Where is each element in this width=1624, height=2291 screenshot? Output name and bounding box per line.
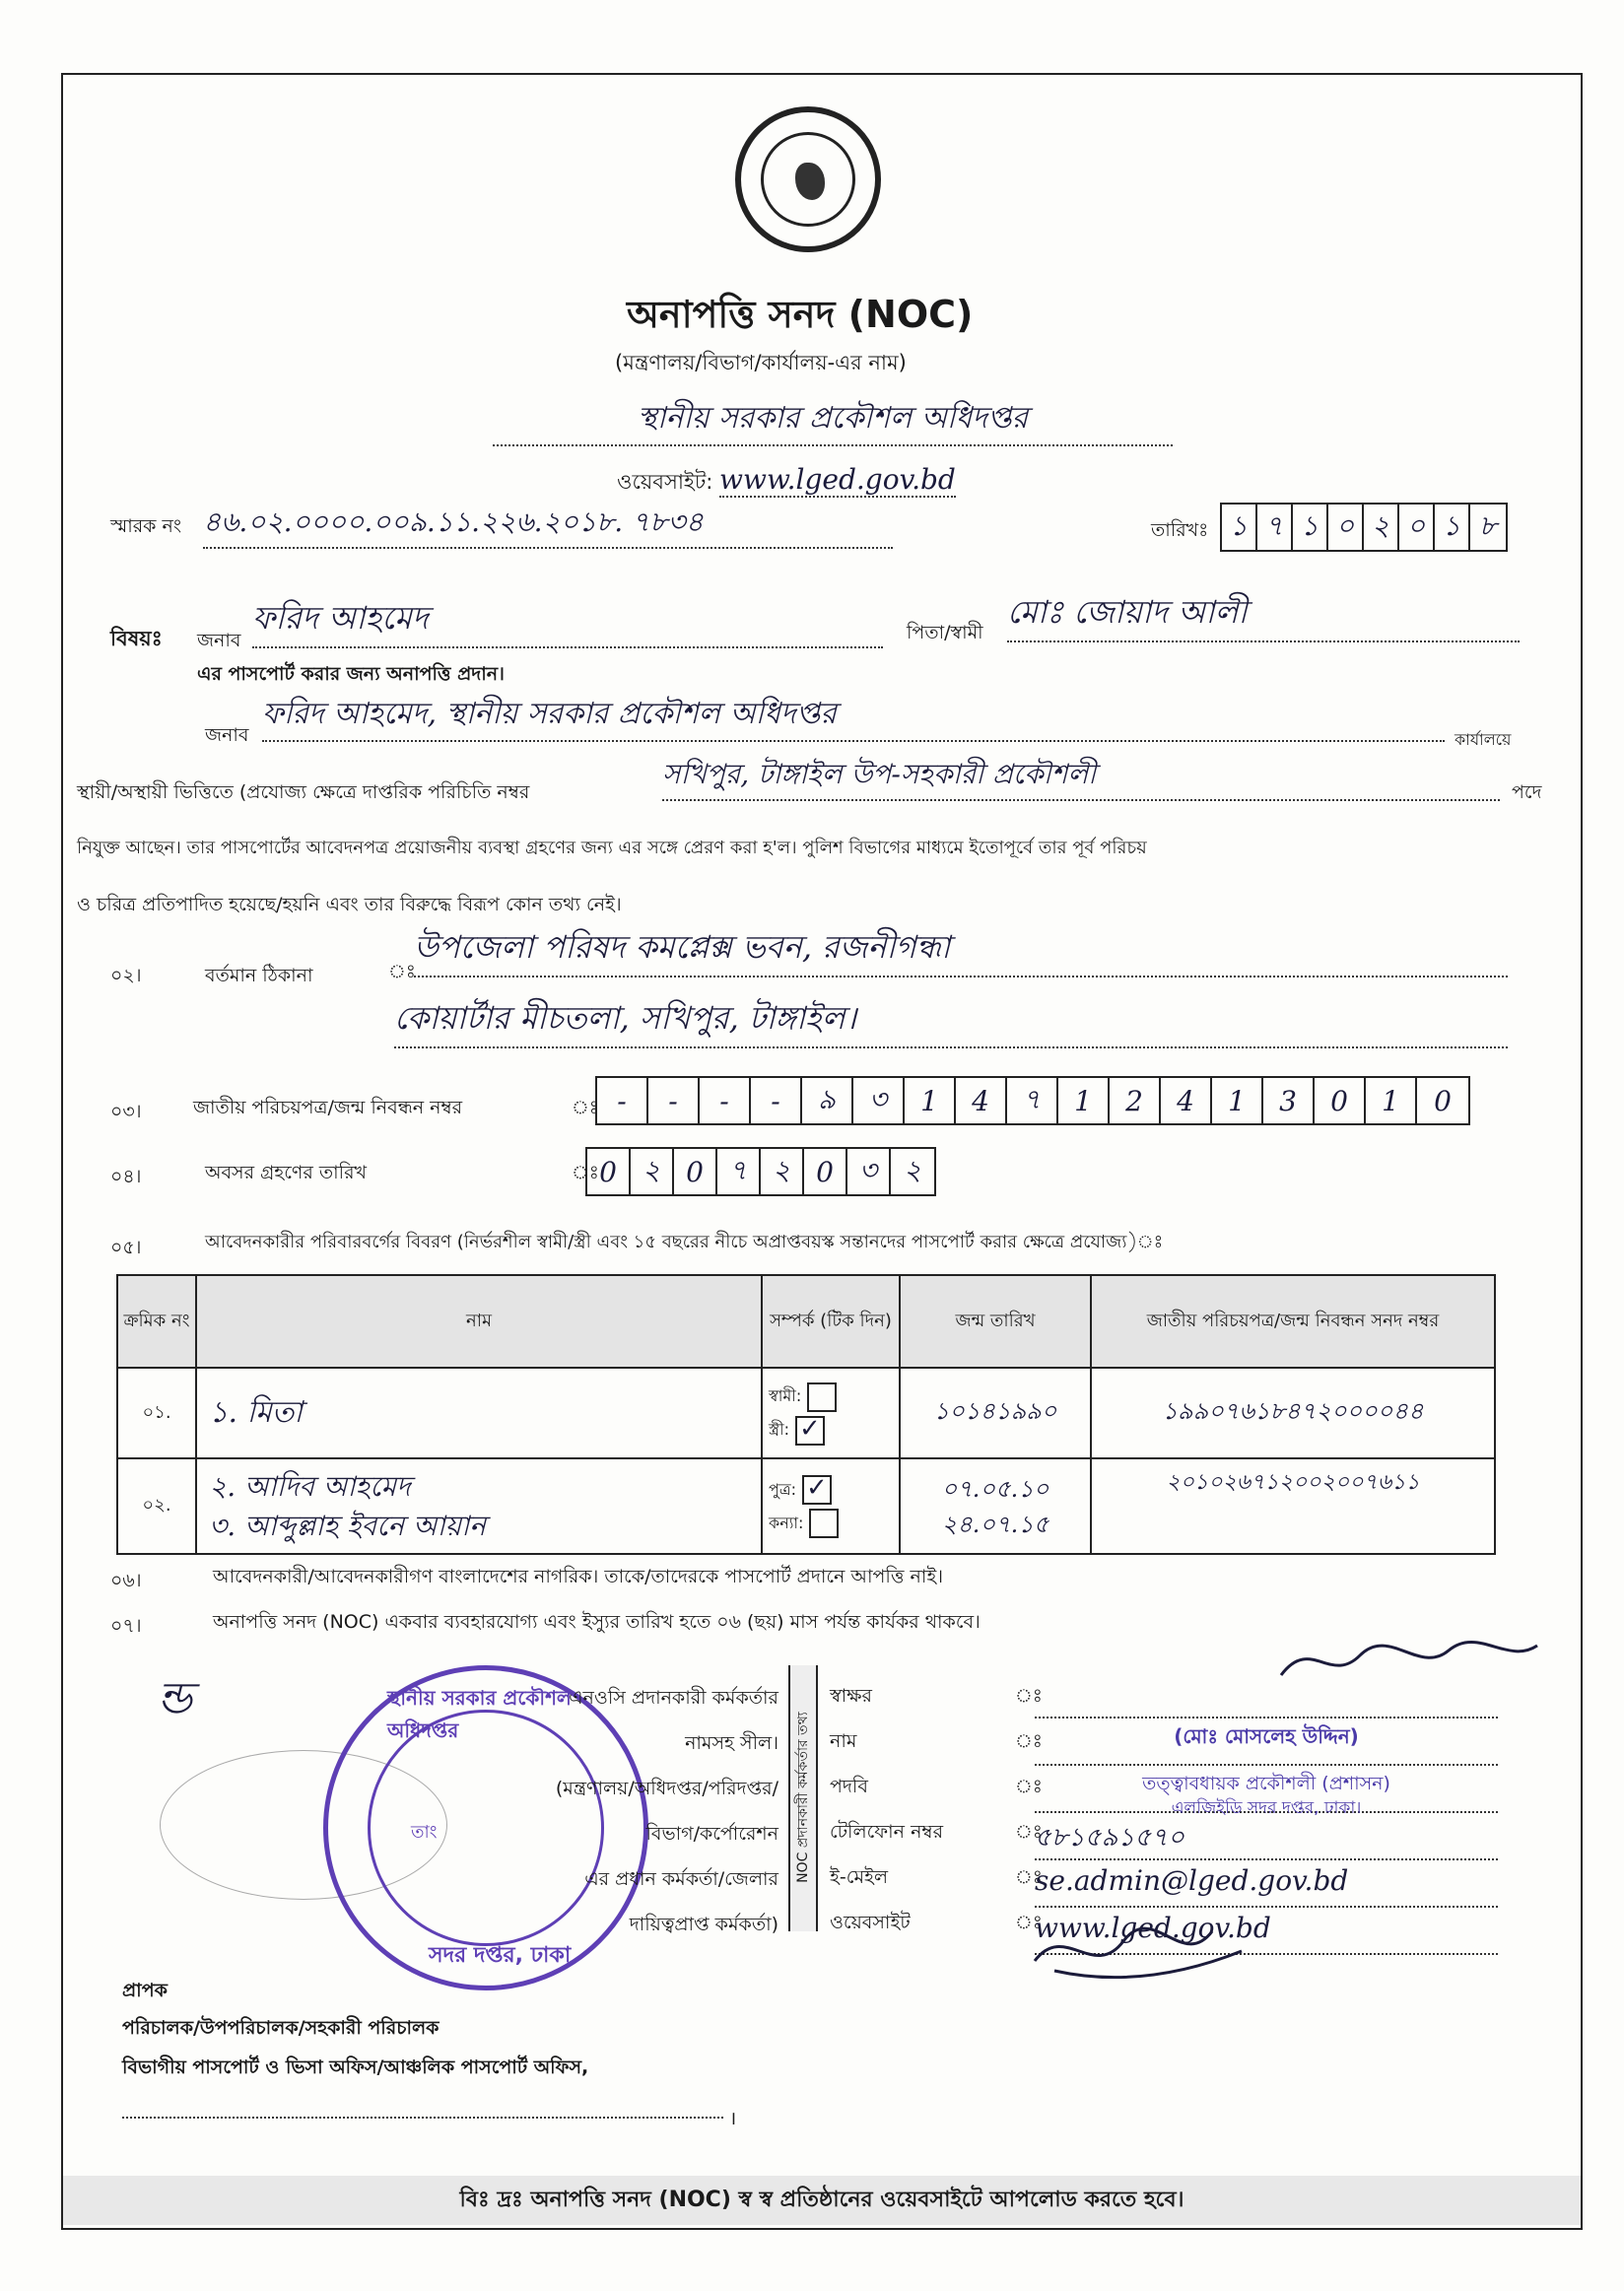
body-line2-suffix: পদে: [1512, 781, 1542, 803]
row1-rel2: স্ত্রী:: [769, 1420, 789, 1439]
retBoxes-cell: ২: [761, 1149, 804, 1194]
nidBoxes-cell: 2: [1110, 1078, 1161, 1123]
address-line1: উপজেলা পরিষদ কমপ্লেক্স ভবন, রজনীগন্ধা: [414, 922, 1508, 977]
dateBoxes-cell: ০: [1399, 505, 1435, 550]
row1-rel2-checkbox[interactable]: [795, 1416, 825, 1446]
top-signature-scribble: [1271, 1636, 1547, 1695]
row1-dob: ১০১৪১৯৯০: [900, 1368, 1091, 1458]
website-field: www.lged.gov.bd: [1035, 1912, 1498, 1955]
office-line: এলজিইডি সদর দপ্তর, ঢাকা।: [1171, 1798, 1362, 1818]
item7-number: ০৭।: [110, 1615, 142, 1637]
item2-label: বর্তমান ঠিকানা: [205, 965, 313, 986]
website-value: www.lged.gov.bd: [719, 463, 956, 496]
nidBoxes-cell: -: [648, 1078, 700, 1123]
office-name: স্থানীয় সরকার প্রকৌশল অধিদপ্তর: [493, 394, 1173, 446]
retBoxes-cell: ৩: [847, 1149, 891, 1194]
stamp-outer-text: স্থানীয় সরকার প্রকৌশল অধিদপ্তর: [387, 1686, 572, 1742]
father-label: পিতা/স্বামী: [907, 622, 983, 643]
nidBoxes-cell: 4: [956, 1078, 1007, 1123]
item5-label: আবেদনকারীর পরিবারবর্গের বিবরণ (নির্ভরশীল স্বামী/স্ত্রী এবং ১৫ বছরের নীচে অপ্রাপ্তবয়স্ক সন্তানদের পাসপোর্ট করার ক্ষেত্রে প্রযোজ্য)ঃ: [205, 1232, 1164, 1252]
item6-number: ০৬।: [110, 1570, 142, 1591]
website-label: ওয়েবসাইট:: [617, 470, 713, 494]
row2-name: ২. আদিব আহমেদ ৩. আব্দুল্লাহ ইবনে আয়ান: [196, 1458, 762, 1554]
subject-janab: জনাব: [197, 630, 241, 651]
col-nid: জাতীয় পরিচয়পত্র/জন্ম নিবন্ধন সনদ নম্বর: [1091, 1275, 1495, 1368]
dateBoxes-cell: ২: [1364, 505, 1399, 550]
recipient-line1: পরিচালক/উপপরিচালক/সহকারী পরিচালক: [122, 2017, 440, 2039]
nidBoxes-cell: -: [597, 1078, 648, 1123]
item3-label: জাতীয় পরিচয়পত্র/জন্ম নিবন্ধন নম্বর: [193, 1097, 463, 1118]
col-relation: সম্পর্ক (টিক দিন): [762, 1275, 900, 1368]
nidBoxes-cell: 1: [1058, 1078, 1110, 1123]
nidBoxes-cell: 3: [1263, 1078, 1315, 1123]
col-dob: জন্ম তারিখ: [900, 1275, 1091, 1368]
retBoxes-cell: 0: [674, 1149, 717, 1194]
body-office-suffix: কার্যালয়ে: [1455, 730, 1512, 749]
table-row: [117, 1458, 1495, 1554]
nidBoxes-cell: -: [700, 1078, 751, 1123]
row2-serial: ০২.: [117, 1458, 196, 1554]
row2-rel2-checkbox[interactable]: [809, 1509, 839, 1538]
address-line2: কোয়ার্টার মীচতলা, সখিপুর, টাঙ্গাইল।: [394, 993, 1508, 1048]
subtitle: (মন্ত্রণালয়/বিভাগ/কার্যালয়-এর নাম): [615, 351, 907, 374]
email-field: se.admin@lged.gov.bd: [1035, 1864, 1498, 1908]
retBoxes-cell: ২: [631, 1149, 674, 1194]
dateBoxes-cell: ৭: [1257, 505, 1293, 550]
body-line4: ও চরিত্র প্রতিপাদিত হয়েছে/হয়নি এবং তার বিরুদ্ধে বিরূপ কোন তথ্য নেই।: [77, 894, 622, 915]
nidBoxes-cell: ৭: [1007, 1078, 1058, 1123]
body-janab: জনাব: [205, 724, 249, 746]
recipient-blank-line: [122, 2117, 723, 2119]
row2-dob: ০৭.০৫.১০ ২৪.০৭.১৫: [900, 1458, 1091, 1554]
nidBoxes-cell: 1: [1212, 1078, 1263, 1123]
table-row: [117, 1368, 1495, 1458]
nidBoxes-cell: 0: [1315, 1078, 1366, 1123]
dateBoxes-cell: ১: [1222, 505, 1257, 550]
subject-label: বিষয়ঃ: [110, 627, 163, 650]
nidBoxes-cell: 1: [1366, 1078, 1417, 1123]
body-line2-value: সখিপুর, টাঙ্গাইল উপ-সহকারী প্রকৌশলী: [662, 753, 1500, 801]
retirement-date-boxes: [585, 1147, 936, 1196]
initial-signature: ন্ড: [158, 1673, 193, 1723]
footer-note: বিঃ দ্রঃ অনাপত্তি সনদ (NOC) স্ব স্ব প্রতিষ্ঠানের ওয়েবসাইটে আপলোড করতে হবে।: [63, 2176, 1581, 2225]
row2-nid: ২০১০২৬৭১২০০২০০৭৬১১: [1091, 1458, 1495, 1554]
nidBoxes-cell: 1: [905, 1078, 956, 1123]
subject-line2: এর পাসপোর্ট করার জন্য অনাপত্তি প্রদান।: [197, 663, 505, 685]
item6-label: আবেদনকারী/আবেদনকারীগণ বাংলাদেশের নাগরিক। তাকে/তাদেরকে পাসপোর্ট প্রদানে আপত্তি নাই।: [213, 1566, 944, 1587]
nidBoxes-cell: ৯: [802, 1078, 853, 1123]
family-table: [116, 1274, 1496, 1555]
recipient-heading: প্রাপক: [122, 1980, 168, 2001]
retBoxes-cell: 0: [587, 1149, 631, 1194]
item4-number: ০৪।: [110, 1166, 142, 1187]
signatory-field-labels: স্বাক্ষর নাম পদবি টেলিফোন নম্বর ই-মেইল ওয়েবসাইট: [830, 1685, 944, 1933]
vertical-text: NOC প্রদানকারী কর্মকর্তার তথ্য: [795, 1712, 811, 1883]
body-name-office: ফরিদ আহমেদ, স্থানীয় সরকার প্রকৌশল অধিদপ্তর: [262, 690, 1445, 742]
col-name: নাম: [196, 1275, 762, 1368]
bangladesh-map-icon: [795, 163, 825, 200]
row2-rel1: পুত্র:: [769, 1479, 797, 1499]
row2-rel1-checkbox[interactable]: [802, 1475, 832, 1505]
phone-field: ৫৮১৫৯১৫৭০: [1035, 1817, 1498, 1860]
memo-label: স্মারক নং: [110, 515, 182, 537]
recipient-line2: বিভাগীয় পাসপোর্ট ও ভিসা অফিস/আঞ্চলিক পাসপোর্ট অফিস,: [122, 2056, 589, 2078]
date-label: তারিখঃ: [1151, 519, 1209, 541]
item5-number: ০৫।: [110, 1237, 142, 1258]
nidBoxes-cell: 0: [1434, 1084, 1452, 1117]
dateBoxes-cell: ১: [1293, 505, 1328, 550]
nid-boxes: [595, 1076, 1470, 1125]
memo-value: ৪৬.০২.০০০০.০০৯.১১.২২৬.২০১৮. ৭৮৩৪: [203, 501, 893, 549]
retBoxes-cell: 0: [804, 1149, 847, 1194]
item7-label: অনাপত্তি সনদ (NOC) একবার ব্যবহারযোগ্য এবং ইস্যুর তারিখ হতে ০৬ (ছয়) মাস পর্যন্ত কার্যকর থাকবে।: [213, 1611, 981, 1633]
subject-name: ফরিদ আহমেদ: [252, 593, 883, 648]
retBoxes-cell: ২: [903, 1153, 922, 1186]
dateBoxes-cell: ০: [1328, 505, 1364, 550]
handwritten-signature: [1025, 1912, 1261, 1990]
item2-number: ০২।: [110, 965, 142, 986]
designation-field: তত্ত্বাবধায়ক প্রকৌশলী (প্রশাসন) এলজিইডি সদর দপ্তর, ঢাকা।: [1035, 1770, 1498, 1813]
page-title: অনাপত্তি সনদ (NOC): [627, 293, 974, 336]
row1-serial: ০১.: [117, 1368, 196, 1458]
nidBoxes-cell: ৩: [853, 1078, 905, 1123]
signatory-left-lines: এনওসি প্রদানকারী কর্মকর্তার নামসহ সীল। (মন্ত্রণালয়/অধিদপ্তর/পরিদপ্তর/ বিভাগ/কর্পোরেশন এর প্রধান কর্মকর্তা/জেলার দায়িত্বপ্রাপ্ত কর্মকর্তা): [555, 1687, 778, 1935]
stamp-bottom-text: সদর দপ্তর, ঢাকা: [429, 1943, 572, 1968]
body-line2-prefix: স্থায়ী/অস্থায়ী ভিত্তিতে (প্রযোজ্য ক্ষেত্রে দাপ্তরিক পরিচিতি নম্বর: [77, 781, 530, 803]
vertical-strip: [788, 1665, 818, 1931]
row1-name: ১. মিতা: [196, 1368, 762, 1458]
nidBoxes-cell: -: [751, 1078, 802, 1123]
col-serial: ক্রমিক নং: [117, 1275, 196, 1368]
stamp-center-text: তাং: [411, 1822, 438, 1843]
government-seal: [735, 106, 881, 252]
row2-rel2: কন্যা:: [769, 1513, 804, 1532]
body-line3: নিযুক্ত আছেন। তার পাসপোর্টের আবেদনপত্র প্রয়োজনীয় ব্যবস্থা গ্রহণের জন্য এর সঙ্গে প্রেরণ করা হ'ল। পুলিশ বিভাগের মাধ্যমে ইতোপূর্বে তার পূর্ব পরিচয়: [77, 838, 1147, 858]
nidBoxes-cell: 4: [1161, 1078, 1212, 1123]
father-value: মোঃ জোয়াদ আলী: [1007, 587, 1520, 642]
retBoxes-cell: ৭: [717, 1149, 761, 1194]
dateBoxes-cell: ১: [1435, 505, 1470, 550]
dateBoxes-cell: ৮: [1478, 508, 1498, 542]
row1-rel1: স্বামী:: [769, 1386, 802, 1405]
date-boxes: [1220, 503, 1508, 552]
row1-rel1-checkbox[interactable]: [807, 1382, 837, 1412]
name-field: (মোঃ মোসলেহ উদ্দিন): [1035, 1722, 1498, 1766]
row1-nid: ১৯৯০৭৬১৮৪৭২০০০০৪৪: [1091, 1368, 1495, 1458]
item4-label: অবসর গ্রহণের তারিখ: [205, 1162, 368, 1183]
item3-number: ০৩।: [110, 1101, 142, 1122]
